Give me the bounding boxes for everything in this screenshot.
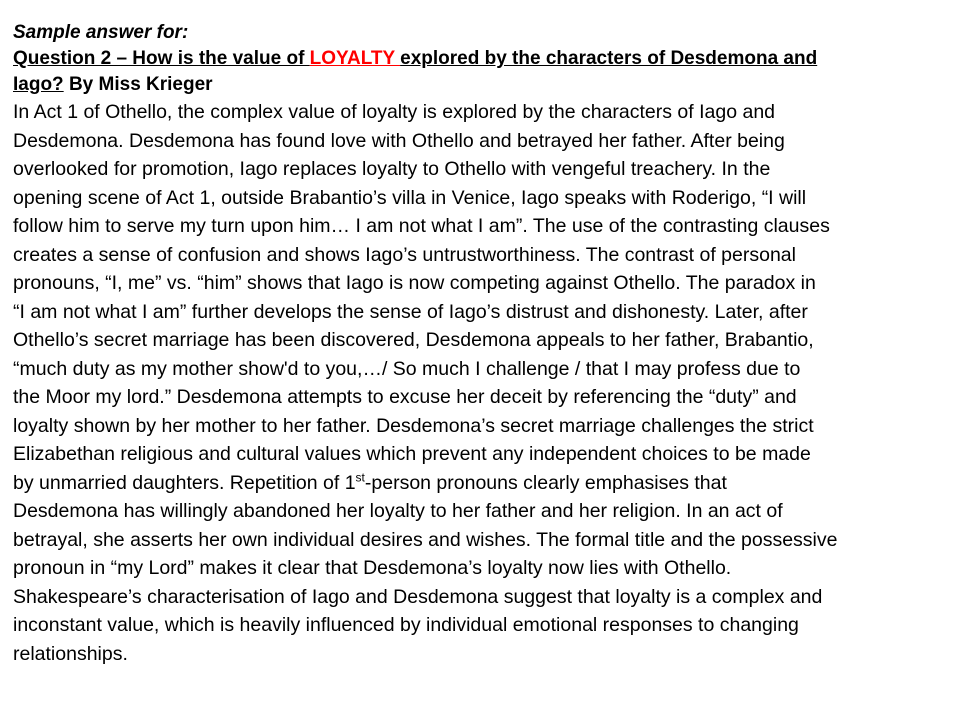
question-prefix: Question 2 – How is the value of	[13, 48, 310, 69]
body-line: the Moor my lord.” Desdemona attempts to excuse her deceit by referencing the “duty” and	[13, 386, 797, 408]
body-line: In Act 1 of Othello, the complex value of loyalty is explored by the characters of Iago and	[13, 101, 776, 123]
answer-body	[13, 98, 943, 668]
loyalty-keyword: LOYALTY	[309, 48, 401, 69]
body-line-text: -person pronouns clearly emphasises that	[364, 471, 727, 494]
body-line	[13, 469, 943, 498]
body-line: loyalty shown by her mother to her father. Desdemona’s secret marriage challenges the strict	[13, 414, 814, 437]
body-line: follow him to serve my turn upon him… I am not what I am”. The use of the contrasting clauses	[13, 215, 830, 237]
body-line: Elizabethan religious and cultural values which prevent any independent choices to be made	[13, 443, 811, 465]
body-line: Shakespeare’s characterisation of Iago and Desdemona suggest that loyalty is a complex and	[13, 585, 823, 608]
body-line: betrayal, she asserts her own individual desires and wishes. The formal title and the possessive	[13, 528, 838, 551]
author-credit: By Miss Krieger	[63, 74, 213, 95]
body-line: opening scene of Act 1, outside Brabantio’s villa in Venice, Iago speaks with Roderigo, “I will	[13, 186, 807, 209]
body-line: Desdemona. Desdemona has found love with Othello and betrayed her father. After being	[13, 129, 785, 152]
body-line: Desdemona has willingly abandoned her loyalty to her father and her religion. In an act of	[13, 500, 783, 522]
body-line: pronoun in “my Lord” makes it clear that Desdemona’s loyalty now lies with Othello.	[13, 557, 732, 579]
answer-text-box	[13, 20, 943, 668]
ordinal-superscript: st	[355, 470, 365, 484]
body-line: pronouns, “I, me” vs. “him” shows that Iago is now competing against Othello. The paradox in	[13, 272, 816, 294]
body-line: Othello’s secret marriage has been discovered, Desdemona appeals to her father, Brabantio,	[13, 329, 814, 351]
body-line: creates a sense of confusion and shows Iago’s untrustworthiness. The contrast of personal	[13, 243, 796, 266]
question-heading-line-1	[13, 46, 943, 72]
body-line: inconstant value, which is heavily influenced by individual emotional responses to changing	[13, 614, 799, 636]
question-heading-line-2	[13, 72, 943, 98]
body-line: relationships.	[13, 642, 128, 665]
intro-heading: Sample answer for:	[13, 22, 189, 43]
body-line: “much duty as my mother show'd to you,…/ So much I challenge / that I may profess due to	[13, 357, 801, 380]
question-end: Iago?	[13, 74, 64, 95]
body-line: overlooked for promotion, Iago replaces loyalty to Othello with vengeful treachery. In the	[13, 158, 771, 180]
body-line-text: by unmarried daughters. Repetition of 1	[13, 471, 356, 494]
body-line: “I am not what I am” further develops the sense of Iago’s distrust and dishonesty. Later, after	[13, 300, 808, 323]
question-suffix: explored by the characters of Desdemona and	[400, 48, 818, 69]
